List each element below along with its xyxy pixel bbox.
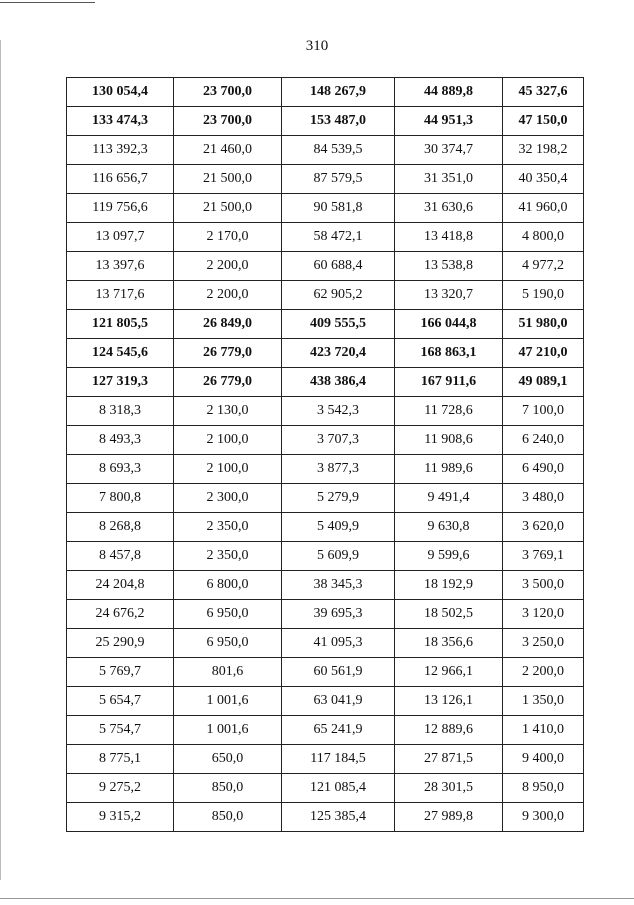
- table-cell: 23 700,0: [174, 78, 282, 107]
- table-cell: 5 654,7: [67, 687, 174, 716]
- table-cell: 125 385,4: [282, 803, 395, 832]
- table-cell: 133 474,3: [67, 107, 174, 136]
- table-cell: 650,0: [174, 745, 282, 774]
- table-cell: 2 130,0: [174, 397, 282, 426]
- table-cell: 6 950,0: [174, 600, 282, 629]
- table-cell: 5 769,7: [67, 658, 174, 687]
- table-cell: 11 728,6: [395, 397, 503, 426]
- table-cell: 12 889,6: [395, 716, 503, 745]
- table-row: [67, 484, 584, 513]
- table-cell: 13 397,6: [67, 252, 174, 281]
- table-cell: 2 350,0: [174, 513, 282, 542]
- table-row: [67, 745, 584, 774]
- table-cell: 4 800,0: [503, 223, 584, 252]
- table-cell: 2 200,0: [503, 658, 584, 687]
- table-cell: 2 350,0: [174, 542, 282, 571]
- table-cell: 130 054,4: [67, 78, 174, 107]
- table-cell: 4 977,2: [503, 252, 584, 281]
- table-row: [67, 426, 584, 455]
- table-cell: 13 097,7: [67, 223, 174, 252]
- table-cell: 3 250,0: [503, 629, 584, 658]
- table-cell: 13 320,7: [395, 281, 503, 310]
- table-row: [67, 339, 584, 368]
- table-cell: 121 805,5: [67, 310, 174, 339]
- table-cell: 8 268,8: [67, 513, 174, 542]
- table-row: [67, 194, 584, 223]
- table-cell: 24 204,8: [67, 571, 174, 600]
- table-cell: 5 190,0: [503, 281, 584, 310]
- table-cell: 24 676,2: [67, 600, 174, 629]
- table-cell: 438 386,4: [282, 368, 395, 397]
- table-cell: 44 889,8: [395, 78, 503, 107]
- table-cell: 8 318,3: [67, 397, 174, 426]
- table-cell: 2 200,0: [174, 252, 282, 281]
- table-cell: 12 966,1: [395, 658, 503, 687]
- table-cell: 3 542,3: [282, 397, 395, 426]
- table-cell: 9 491,4: [395, 484, 503, 513]
- table-cell: 45 327,6: [503, 78, 584, 107]
- table-cell: 41 960,0: [503, 194, 584, 223]
- table-cell: 51 980,0: [503, 310, 584, 339]
- table-cell: 60 688,4: [282, 252, 395, 281]
- table-cell: 18 192,9: [395, 571, 503, 600]
- table-cell: 26 849,0: [174, 310, 282, 339]
- table-cell: 168 863,1: [395, 339, 503, 368]
- table-cell: 13 538,8: [395, 252, 503, 281]
- table-cell: 6 240,0: [503, 426, 584, 455]
- table-cell: 2 100,0: [174, 455, 282, 484]
- table-cell: 3 877,3: [282, 455, 395, 484]
- table-cell: 6 950,0: [174, 629, 282, 658]
- page-number: 310: [305, 38, 329, 54]
- table-cell: 39 695,3: [282, 600, 395, 629]
- table-row: [67, 629, 584, 658]
- table-cell: 3 480,0: [503, 484, 584, 513]
- table-cell: 2 200,0: [174, 281, 282, 310]
- table-cell: 63 041,9: [282, 687, 395, 716]
- table-cell: 121 085,4: [282, 774, 395, 803]
- table-row: [67, 687, 584, 716]
- table-cell: 26 779,0: [174, 339, 282, 368]
- table-row: [67, 165, 584, 194]
- table-row: [67, 310, 584, 339]
- scan-bottom-line: [0, 898, 634, 899]
- table-row: [67, 774, 584, 803]
- table-row: [67, 542, 584, 571]
- table-cell: 5 279,9: [282, 484, 395, 513]
- table-cell: 49 089,1: [503, 368, 584, 397]
- table-row: [67, 136, 584, 165]
- table-cell: 7 100,0: [503, 397, 584, 426]
- table-cell: 3 500,0: [503, 571, 584, 600]
- table-cell: 31 351,0: [395, 165, 503, 194]
- table-cell: 9 315,2: [67, 803, 174, 832]
- table-cell: 87 579,5: [282, 165, 395, 194]
- data-table: [66, 77, 584, 832]
- table-cell: 47 150,0: [503, 107, 584, 136]
- table-cell: 32 198,2: [503, 136, 584, 165]
- table-row: [67, 658, 584, 687]
- table-cell: 8 493,3: [67, 426, 174, 455]
- table-cell: 65 241,9: [282, 716, 395, 745]
- table-cell: 23 700,0: [174, 107, 282, 136]
- table-row: [67, 513, 584, 542]
- table-cell: 21 500,0: [174, 194, 282, 223]
- table-cell: 30 374,7: [395, 136, 503, 165]
- table-row: [67, 600, 584, 629]
- table-cell: 113 392,3: [67, 136, 174, 165]
- table-row: [67, 223, 584, 252]
- table-cell: 9 400,0: [503, 745, 584, 774]
- table-cell: 11 989,6: [395, 455, 503, 484]
- table-cell: 167 911,6: [395, 368, 503, 397]
- table-row: [67, 252, 584, 281]
- table-cell: 3 769,1: [503, 542, 584, 571]
- table-cell: 153 487,0: [282, 107, 395, 136]
- table-cell: 13 418,8: [395, 223, 503, 252]
- table-cell: 119 756,6: [67, 194, 174, 223]
- table-cell: 2 300,0: [174, 484, 282, 513]
- table-cell: 27 989,8: [395, 803, 503, 832]
- table-cell: 116 656,7: [67, 165, 174, 194]
- table-cell: 409 555,5: [282, 310, 395, 339]
- table-cell: 2 170,0: [174, 223, 282, 252]
- table-cell: 9 275,2: [67, 774, 174, 803]
- table-cell: 1 001,6: [174, 687, 282, 716]
- table-cell: 1 410,0: [503, 716, 584, 745]
- table-cell: 3 120,0: [503, 600, 584, 629]
- table-cell: 1 350,0: [503, 687, 584, 716]
- table-cell: 40 350,4: [503, 165, 584, 194]
- table-cell: 11 908,6: [395, 426, 503, 455]
- table-cell: 18 356,6: [395, 629, 503, 658]
- table-cell: 9 599,6: [395, 542, 503, 571]
- table-body: [67, 78, 584, 832]
- table-cell: 8 457,8: [67, 542, 174, 571]
- table-cell: 25 290,9: [67, 629, 174, 658]
- table-cell: 60 561,9: [282, 658, 395, 687]
- table-row: [67, 397, 584, 426]
- table-cell: 90 581,8: [282, 194, 395, 223]
- table-cell: 124 545,6: [67, 339, 174, 368]
- table-row: [67, 368, 584, 397]
- table-cell: 5 409,9: [282, 513, 395, 542]
- table-cell: 8 775,1: [67, 745, 174, 774]
- table-cell: 27 871,5: [395, 745, 503, 774]
- table-cell: 166 044,8: [395, 310, 503, 339]
- table-cell: 28 301,5: [395, 774, 503, 803]
- table-cell: 850,0: [174, 803, 282, 832]
- table-cell: 13 717,6: [67, 281, 174, 310]
- table-row: [67, 78, 584, 107]
- table-cell: 801,6: [174, 658, 282, 687]
- table-cell: 6 800,0: [174, 571, 282, 600]
- table-row: [67, 803, 584, 832]
- table-cell: 47 210,0: [503, 339, 584, 368]
- table-cell: 13 126,1: [395, 687, 503, 716]
- table-cell: 8 950,0: [503, 774, 584, 803]
- table-cell: 58 472,1: [282, 223, 395, 252]
- table-cell: 117 184,5: [282, 745, 395, 774]
- scan-left-edge: [0, 40, 1, 880]
- table-cell: 9 630,8: [395, 513, 503, 542]
- table-row: [67, 571, 584, 600]
- table-row: [67, 716, 584, 745]
- table-cell: 6 490,0: [503, 455, 584, 484]
- table-cell: 62 905,2: [282, 281, 395, 310]
- table-cell: 5 754,7: [67, 716, 174, 745]
- table-row: [67, 455, 584, 484]
- table-cell: 3 707,3: [282, 426, 395, 455]
- table-cell: 850,0: [174, 774, 282, 803]
- table-cell: 1 001,6: [174, 716, 282, 745]
- table-cell: 21 500,0: [174, 165, 282, 194]
- table-cell: 3 620,0: [503, 513, 584, 542]
- table-cell: 26 779,0: [174, 368, 282, 397]
- table-row: [67, 281, 584, 310]
- table-row: [67, 107, 584, 136]
- table-cell: 9 300,0: [503, 803, 584, 832]
- table-cell: 41 095,3: [282, 629, 395, 658]
- table-cell: 7 800,8: [67, 484, 174, 513]
- table-cell: 5 609,9: [282, 542, 395, 571]
- table-cell: 44 951,3: [395, 107, 503, 136]
- table-cell: 2 100,0: [174, 426, 282, 455]
- table-cell: 127 319,3: [67, 368, 174, 397]
- table-cell: 21 460,0: [174, 136, 282, 165]
- table-cell: 18 502,5: [395, 600, 503, 629]
- table-cell: 31 630,6: [395, 194, 503, 223]
- table-cell: 8 693,3: [67, 455, 174, 484]
- table-cell: 423 720,4: [282, 339, 395, 368]
- table-cell: 38 345,3: [282, 571, 395, 600]
- table-cell: 148 267,9: [282, 78, 395, 107]
- scan-edge-line: [0, 2, 95, 3]
- table-cell: 84 539,5: [282, 136, 395, 165]
